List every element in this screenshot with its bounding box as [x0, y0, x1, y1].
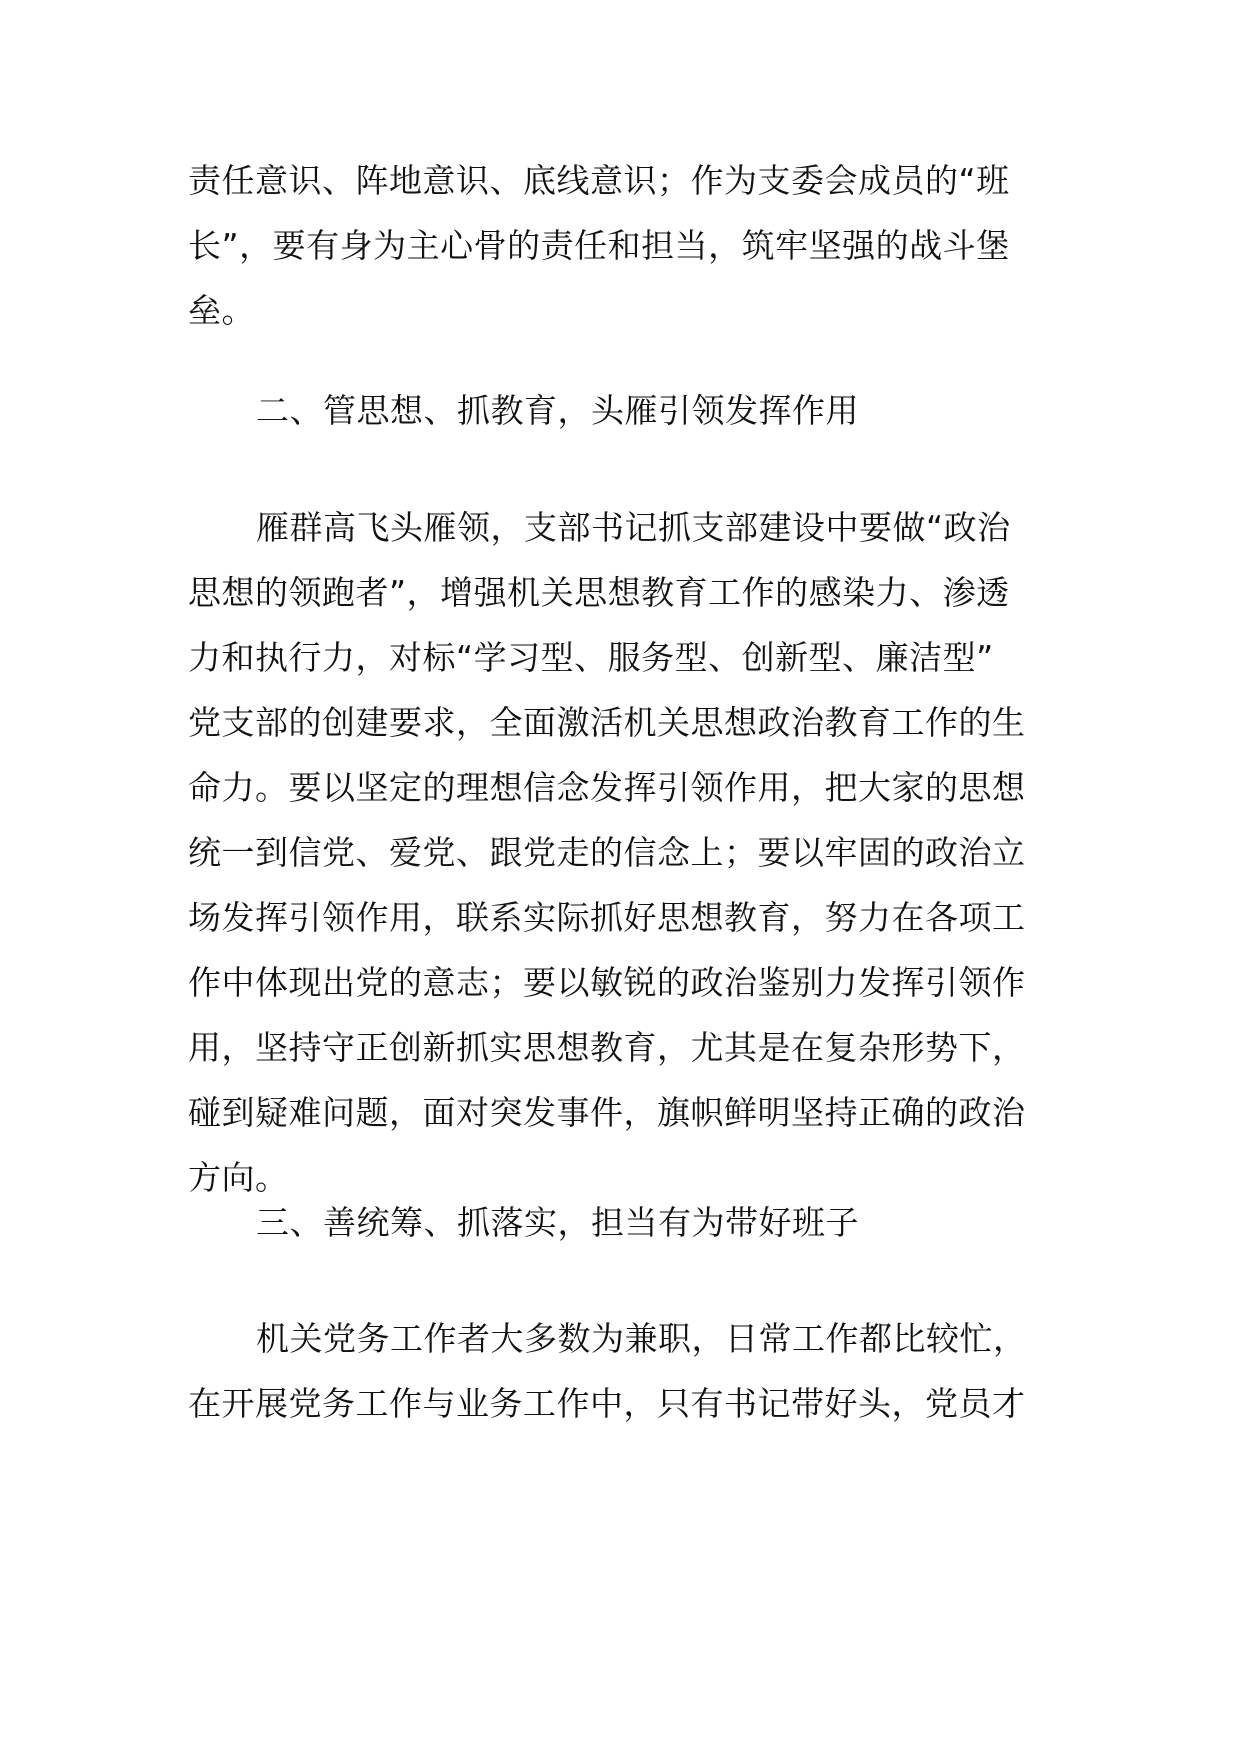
section-heading-2: [188, 378, 1048, 443]
paragraph-line: 方向。: [188, 1158, 289, 1197]
paragraph-1: [188, 148, 1048, 343]
heading-text: 三、善统筹、抓落实，担当有为带好班子: [256, 1203, 859, 1242]
paragraph-line: 力和执行力，对标“学习型、服务型、创新型、廉洁型”: [188, 638, 994, 677]
paragraph-3: [188, 1306, 1048, 1436]
paragraph-line: 责任意识、阵地意识、底线意识；作为支委会成员的“班: [188, 161, 1010, 200]
paragraph-line: 作中体现出党的意志；要以敏锐的政治鉴别力发挥引领作: [188, 963, 1026, 1002]
paragraph-line: 雁群高飞头雁领，支部书记抓支部建设中要做“政治: [256, 508, 1011, 547]
paragraph-line: 碰到疑难问题，面对突发事件，旗帜鲜明坚持正确的政治: [188, 1093, 1026, 1132]
paragraph-line: 思想的领跑者”，增强机关思想教育工作的感染力、渗透: [188, 573, 1010, 612]
section-heading-3: [188, 1190, 1048, 1255]
paragraph-line: 垒。: [188, 291, 255, 330]
paragraph-line: 命力。要以坚定的理想信念发挥引领作用，把大家的思想: [188, 768, 1026, 807]
paragraph-line: 在开展党务工作与业务工作中，只有书记带好头，党员才: [188, 1384, 1026, 1423]
paragraph-2: [188, 495, 1048, 1210]
paragraph-line: 党支部的创建要求，全面激活机关思想政治教育工作的生: [188, 703, 1026, 742]
paragraph-line: 场发挥引领作用，联系实际抓好思想教育，努力在各项工: [188, 898, 1026, 937]
paragraph-line: 机关党务工作者大多数为兼职，日常工作都比较忙，: [256, 1319, 1027, 1358]
heading-text: 二、管思想、抓教育，头雁引领发挥作用: [256, 391, 859, 430]
paragraph-line: 用，坚持守正创新抓实思想教育，尤其是在复杂形势下，: [188, 1028, 1026, 1067]
paragraph-line: 统一到信党、爱党、跟党走的信念上；要以牢固的政治立: [188, 833, 1026, 872]
paragraph-line: 长”，要有身为主心骨的责任和担当，筑牢坚强的战斗堡: [188, 226, 1010, 265]
